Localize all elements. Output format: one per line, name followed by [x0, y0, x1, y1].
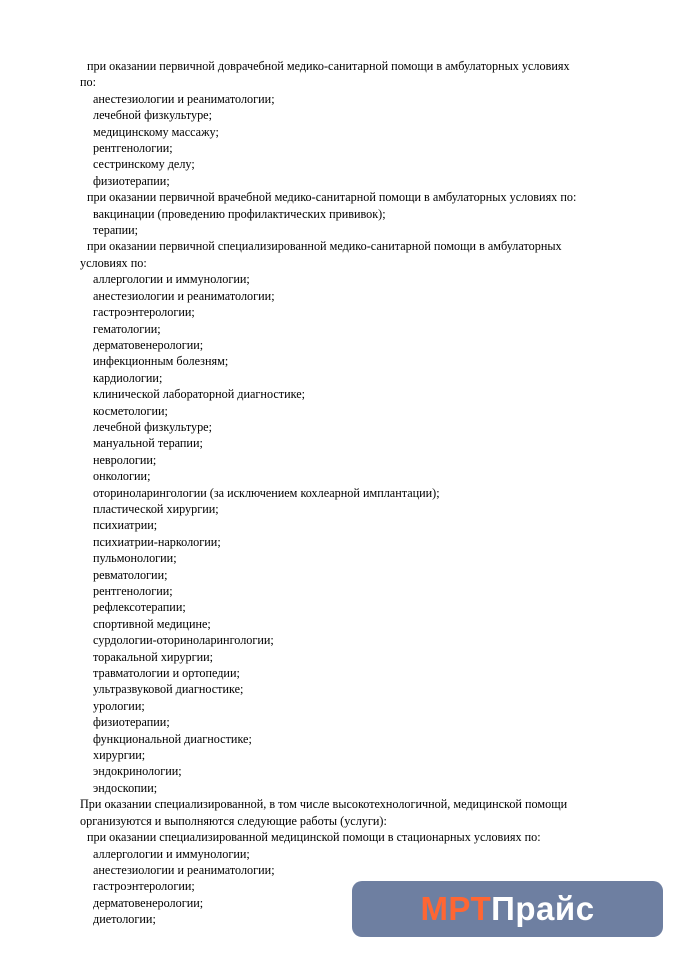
text-line: хирургии;: [93, 748, 146, 763]
text-line: функциональной диагностике;: [93, 731, 252, 746]
text-line: дерматовенерологии;: [93, 895, 204, 910]
text-line: лечебной физкультуре;: [93, 419, 212, 434]
text-line: сурдологии-оториноларингологии;: [93, 633, 274, 648]
text-line: онкологии;: [93, 469, 151, 484]
text-line: организуются и выполняются следующие работы (услуги):: [80, 813, 387, 828]
text-line: травматологии и ортопедии;: [93, 666, 240, 681]
document-body: [80, 58, 640, 928]
text-line: пластической хирургии;: [93, 501, 219, 516]
text-line: инфекционным болезням;: [93, 354, 229, 369]
text-line: оториноларингологии (за исключением кохлеарной имплантации);: [93, 485, 440, 500]
text-line: медицинскому массажу;: [93, 124, 219, 139]
text-line: анестезиологии и реаниматологии;: [93, 288, 275, 303]
text-line: сестринскому делу;: [93, 157, 195, 172]
text-line: кардиологии;: [93, 370, 163, 385]
text-line: психиатрии;: [93, 518, 158, 533]
text-line: терапии;: [93, 223, 139, 238]
text-line: вакцинации (проведению профилактических прививок);: [93, 206, 386, 221]
mrtprice-logo-watermark[interactable]: [352, 881, 663, 937]
text-line: При оказании специализированной, в том числе высокотехнологичной, медицинской помощи: [80, 797, 568, 812]
text-line: ультразвуковой диагностике;: [93, 682, 244, 697]
text-line: аллергологии и иммунологии;: [93, 846, 250, 861]
text-line: гематологии;: [93, 321, 161, 336]
logo-text-price: Прайс: [491, 890, 595, 927]
text-line: гастроэнтерологии;: [93, 879, 195, 894]
text-line: рефлексотерапии;: [93, 600, 186, 615]
text-line: условиях по:: [80, 255, 147, 270]
text-line: рентгенологии;: [93, 141, 173, 156]
text-line: физиотерапии;: [93, 715, 170, 730]
text-line: эндокринологии;: [93, 764, 182, 779]
text-line: клинической лабораторной диагностике;: [93, 387, 306, 402]
text-line: пульмонологии;: [93, 551, 177, 566]
text-line: диетологии;: [93, 912, 156, 927]
text-line: лечебной физкультуре;: [93, 108, 212, 123]
text-line: торакальной хирургии;: [93, 649, 214, 664]
text-line: мануальной терапии;: [93, 436, 203, 451]
text-line: аллергологии и иммунологии;: [93, 272, 250, 287]
text-line: анестезиологии и реаниматологии;: [93, 91, 275, 106]
text-line: по:: [80, 75, 97, 90]
text-line: психиатрии-наркологии;: [93, 534, 221, 549]
text-line: урологии;: [93, 698, 145, 713]
text-line: при оказании специализированной медицинской помощи в стационарных условиях по:: [87, 830, 541, 845]
text-line: косметологии;: [93, 403, 168, 418]
text-line: спортивной медицине;: [93, 616, 211, 631]
text-line: физиотерапии;: [93, 173, 170, 188]
text-line: при оказании первичной специализированной медико-санитарной помощи в амбулаторных: [87, 239, 562, 254]
text-line: при оказании первичной врачебной медико-санитарной помощи в амбулаторных условиях по:: [87, 190, 577, 205]
text-line: эндоскопии;: [93, 780, 158, 795]
logo-text-mrt: МРТ: [420, 890, 492, 927]
text-line: дерматовенерологии;: [93, 337, 204, 352]
text-line: гастроэнтерологии;: [93, 305, 195, 320]
text-line: при оказании первичной доврачебной медико-санитарной помощи в амбулаторных условиях: [87, 59, 570, 73]
text-line: ревматологии;: [93, 567, 168, 582]
text-line: анестезиологии и реаниматологии;: [93, 862, 275, 877]
text-line: неврологии;: [93, 452, 157, 467]
text-line: рентгенологии;: [93, 584, 173, 598]
